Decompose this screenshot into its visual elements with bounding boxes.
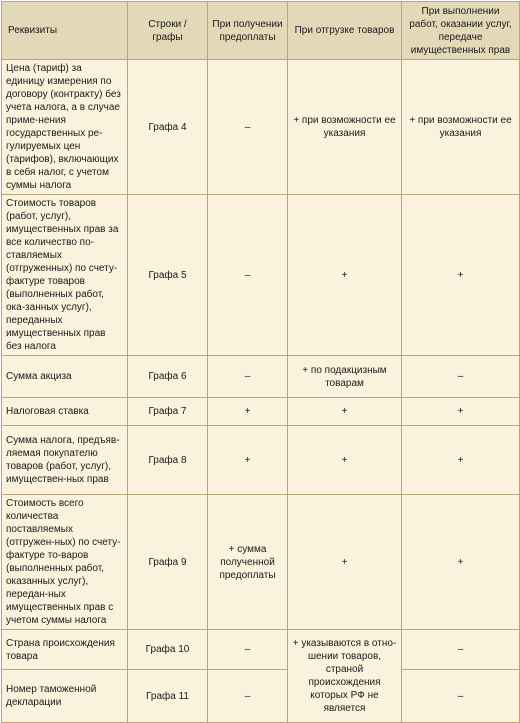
- table-row: [2, 426, 520, 495]
- cell-shipment-merged: + указываются в отно-шении товаров, страной происхождения которых РФ не является: [288, 630, 402, 723]
- header-prepayment: При получении предоплаты: [208, 2, 288, 60]
- cell-shipment: + при возможности ее указания: [288, 60, 402, 195]
- cell-services: –: [402, 356, 520, 398]
- cell-prepayment: +: [208, 398, 288, 426]
- cell-requisite: Налоговая ставка: [2, 398, 128, 426]
- cell-requisite: Сумма налога, предъяв-ляемая покупателю товаров (работ, услуг), имуществен-ных прав: [2, 426, 128, 495]
- table-row: [2, 60, 520, 195]
- header-requisites: Реквизиты: [2, 2, 128, 60]
- cell-prepayment: –: [208, 195, 288, 356]
- header-services: При выполнении работ, оказании услуг, передаче имущественных прав: [402, 2, 520, 60]
- cell-prepayment: + сумма полученной предоплаты: [208, 495, 288, 630]
- cell-shipment: +: [288, 495, 402, 630]
- cell-column: Графа 6: [128, 356, 208, 398]
- table-row: [2, 630, 520, 670]
- cell-services: –: [402, 670, 520, 723]
- cell-services: +: [402, 398, 520, 426]
- cell-services: +: [402, 495, 520, 630]
- cell-column: Графа 7: [128, 398, 208, 426]
- cell-services: +: [402, 426, 520, 495]
- cell-prepayment: –: [208, 630, 288, 670]
- cell-prepayment: +: [208, 426, 288, 495]
- table-header-row: [2, 2, 520, 60]
- cell-requisite: Номер таможенной декларации: [2, 670, 128, 723]
- cell-shipment: +: [288, 195, 402, 356]
- cell-column: Графа 10: [128, 630, 208, 670]
- cell-services: + при возможности ее указания: [402, 60, 520, 195]
- cell-shipment: +: [288, 426, 402, 495]
- cell-column: Графа 9: [128, 495, 208, 630]
- cell-requisite: Стоимость товаров (работ, услуг), имущественных прав за все количество по-ставляемых (отгруженных) по счету-фактуре товаров (выполненных работ, ока-занных услуг), переданных имущественных прав без налога: [2, 195, 128, 356]
- table-row: [2, 495, 520, 630]
- cell-shipment: +: [288, 398, 402, 426]
- table-row: [2, 398, 520, 426]
- cell-prepayment: –: [208, 356, 288, 398]
- table-row: [2, 670, 520, 723]
- cell-column: Графа 5: [128, 195, 208, 356]
- cell-requisite: Страна происхождения товара: [2, 630, 128, 670]
- cell-requisite: Цена (тариф) за единицу измерения по договору (контракту) без учета налога, а в случае приме-нения государственных ре-гулируемых цен (тарифов), включающих в себя налог, с учетом суммы налога: [2, 60, 128, 195]
- table-row: [2, 195, 520, 356]
- cell-services: +: [402, 195, 520, 356]
- cell-requisite: Стоимость всего количества поставляемых (отгружен-ных) по счету-фактуре то-варов (выполненных работ, оказанных услуг), передан-ных имущественных прав с учетом суммы налога: [2, 495, 128, 630]
- header-shipment: При отгрузке товаров: [288, 2, 402, 60]
- cell-column: Графа 11: [128, 670, 208, 723]
- cell-prepayment: –: [208, 670, 288, 723]
- cell-services: –: [402, 630, 520, 670]
- requisites-table: [1, 1, 520, 723]
- cell-column: Графа 8: [128, 426, 208, 495]
- table-row: [2, 356, 520, 398]
- cell-shipment: + по подакцизным товарам: [288, 356, 402, 398]
- cell-prepayment: –: [208, 60, 288, 195]
- cell-column: Графа 4: [128, 60, 208, 195]
- cell-requisite: Сумма акциза: [2, 356, 128, 398]
- header-lines-columns: Строки / графы: [128, 2, 208, 60]
